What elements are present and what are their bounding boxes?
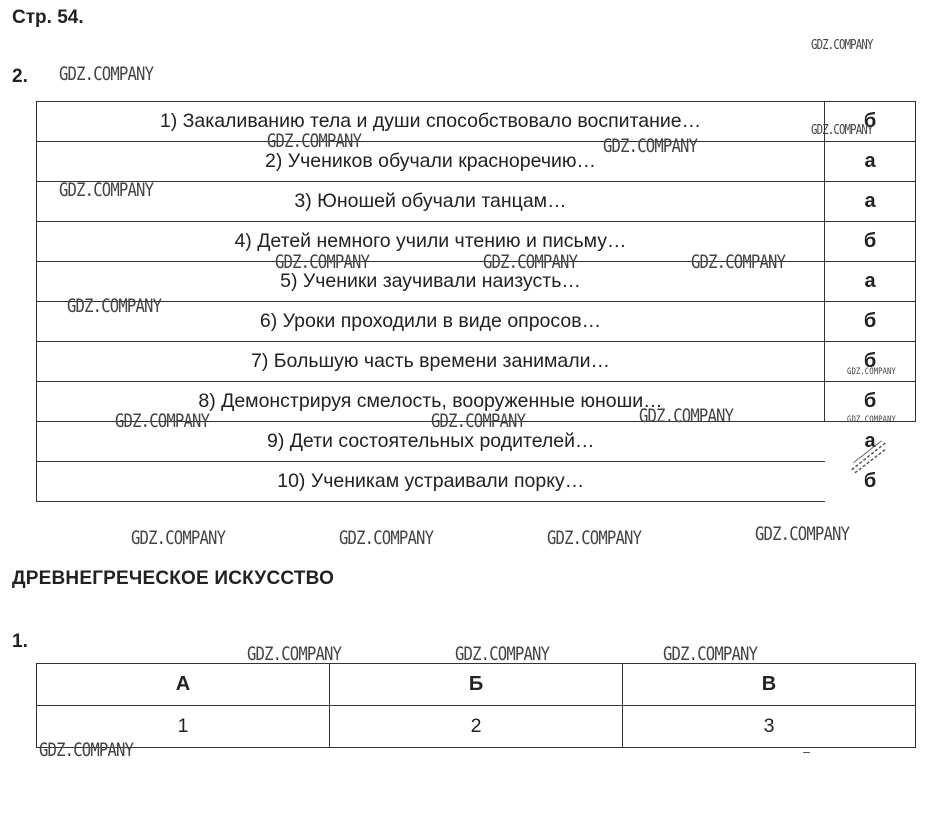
- watermark: GDZ.COMPANY: [39, 739, 134, 761]
- table-cell: 3: [623, 706, 916, 748]
- page-label: Стр. 54.: [12, 7, 84, 28]
- task-1-answer-table: [36, 663, 916, 748]
- watermark: GDZ.COMPANY: [275, 251, 370, 273]
- answer-cell: б: [825, 222, 916, 262]
- table-row: [37, 142, 916, 182]
- section-title: ДРЕВНЕГРЕЧЕСКОЕ ИСКУССТВО: [12, 568, 335, 589]
- table-row: [37, 706, 916, 748]
- statement-cell: 4) Детей немного учили чтению и письму…: [37, 222, 825, 262]
- answer-cell: б: [825, 342, 916, 382]
- watermark: GDZ.COMPANY: [603, 135, 698, 157]
- column-header: Б: [330, 664, 623, 706]
- watermark: GDZ.COMPANY: [339, 527, 434, 549]
- watermark: GDZ.COMPANY: [847, 415, 896, 425]
- statement-cell: 6) Уроки проходили в виде опросов…: [37, 302, 825, 342]
- table-cell: 1: [37, 706, 330, 748]
- answer-cell: б: [825, 302, 916, 342]
- table-row: [37, 182, 916, 222]
- table-row: [37, 462, 916, 502]
- answer-cell: а: [825, 142, 916, 182]
- answer-cell: б: [825, 102, 916, 142]
- column-header: А: [37, 664, 330, 706]
- watermark: GDZ.COMPANY: [547, 527, 642, 549]
- task-2-number: 2.: [12, 66, 28, 87]
- statement-cell: 7) Большую часть времени занимали…: [37, 342, 825, 382]
- watermark: GDZ.COMPANY: [663, 643, 758, 665]
- answer-cell: а: [825, 182, 916, 222]
- answer-cell: б: [825, 382, 916, 422]
- column-header: В: [623, 664, 916, 706]
- statement-cell: 10) Ученикам устраивали порку…: [37, 462, 825, 502]
- watermark: GDZ.COMPANY: [59, 179, 154, 201]
- watermark: GDZ.COMPANY: [59, 63, 154, 85]
- statement-cell: 8) Демонстрируя смелость, вооруженные юноши…: [37, 382, 825, 422]
- watermark: GDZ.COMPANY: [431, 410, 526, 432]
- statement-cell: 1) Закаливанию тела и души способствовало воспитание…: [37, 102, 825, 142]
- watermark: GDZ.COMPANY: [267, 130, 362, 152]
- watermark: GDZ.COMPANY: [755, 523, 850, 545]
- watermark: GDZ.COMPANY: [483, 251, 578, 273]
- watermark: GDZ.COMPANY: [847, 367, 896, 377]
- answer-cell: а: [825, 262, 916, 302]
- task-2-answer-table: [36, 101, 916, 502]
- table-cell: 2: [330, 706, 623, 748]
- watermark: GDZ.COMPANY: [131, 527, 226, 549]
- statement-cell: 9) Дети состоятельных родителей…: [37, 422, 825, 462]
- watermark: GDZ.COMPANY: [115, 410, 210, 432]
- divider: [803, 752, 810, 753]
- statement-cell: 3) Юношей обучали танцам…: [37, 182, 825, 222]
- watermark: GDZ.COMPANY: [455, 643, 550, 665]
- answer-cell: а: [864, 430, 876, 453]
- task-1-number: 1.: [12, 631, 28, 652]
- watermark: GDZ.COMPANY: [811, 38, 873, 53]
- watermark: GDZ.COMPANY: [247, 643, 342, 665]
- watermark: GDZ.COMPANY: [67, 295, 162, 317]
- statement-cell: 2) Учеников обучали красноречию…: [37, 142, 825, 182]
- watermark: GDZ.COMPANY: [639, 405, 734, 427]
- table-row: [37, 342, 916, 382]
- watermark: GDZ.COMPANY: [691, 251, 786, 273]
- table-row: [37, 302, 916, 342]
- table-row: [37, 102, 916, 142]
- statement-cell: 5) Ученики заучивали наизусть…: [37, 262, 825, 302]
- table-header-row: [37, 664, 916, 706]
- answer-cell: б: [863, 470, 877, 492]
- watermark: GDZ.COMPANY: [811, 123, 873, 138]
